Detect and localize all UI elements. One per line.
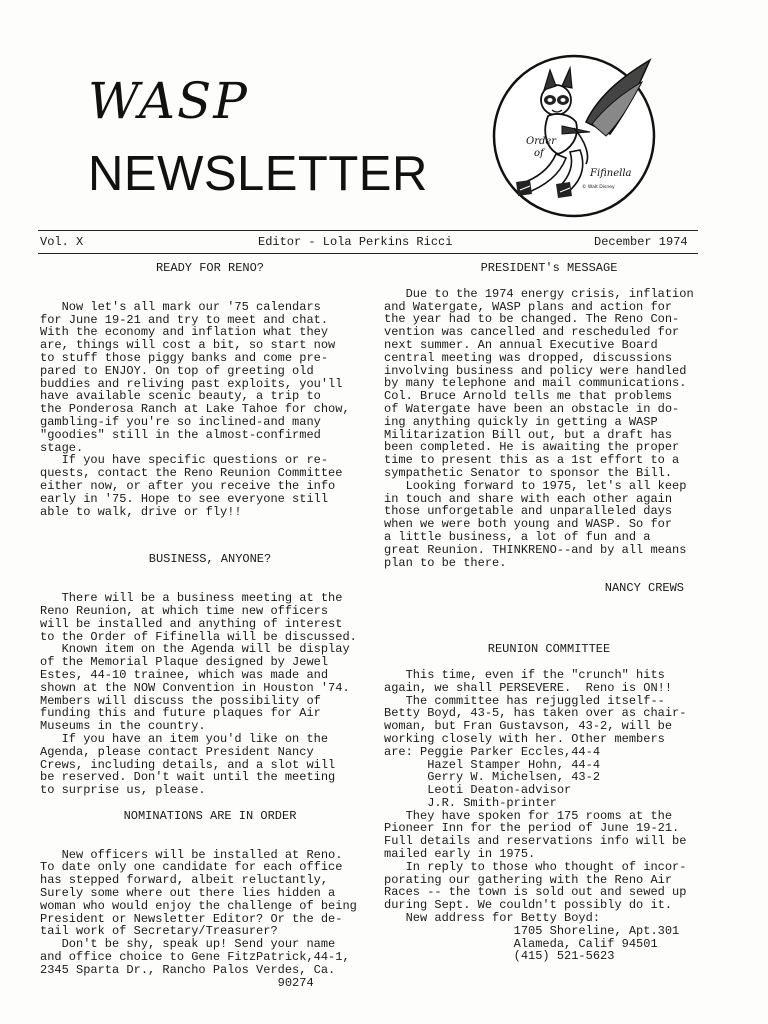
- text-line: great Reunion. THINKRENO--and by all means: [384, 542, 687, 557]
- text-line: The committee has rejuggled itself--: [384, 693, 665, 708]
- text-line: Hazel Stamper Hohn, 44-4: [384, 757, 601, 772]
- text-line: and Watergate, WASP plans and action for: [384, 299, 673, 314]
- text-line: This time, even if the "crunch" hits: [384, 667, 665, 682]
- article-body-committee: [384, 669, 714, 963]
- editor-label: Editor - Lola Perkins Ricci: [258, 235, 453, 249]
- text-line: buddies and reliving past exploits, you'll: [40, 376, 343, 391]
- article-heading-business: BUSINESS, ANYONE?: [148, 552, 272, 567]
- text-line: Gerry W. Michelsen, 43-2: [384, 770, 601, 785]
- text-line: a little business, a lot of fun and a: [384, 529, 651, 544]
- text-line: pared to ENJOY. On top of greeting old: [40, 363, 314, 378]
- article-heading-president: PRESIDENT's MESSAGE: [480, 261, 618, 275]
- text-line: be reserved. Don't wait until the meeting: [40, 770, 336, 785]
- text-line: If you have specific questions or re-: [40, 453, 329, 468]
- text-line: Agenda, please contact President Nancy: [40, 744, 314, 759]
- text-line: vention was cancelled and rescheduled for: [384, 325, 680, 340]
- text-line: Pioneer Inn for the period of June 19-21.: [384, 821, 680, 836]
- text-line: woman who would enjoy the challenge of being: [40, 898, 357, 913]
- text-line: Surely some where out there lies hidden a: [40, 886, 336, 901]
- text-line: are: Peggie Parker Eccles,44-4: [384, 744, 601, 759]
- text-line: when we were both young and WASP. So for: [384, 517, 673, 532]
- article-heading-nominations: NOMINATIONS ARE IN ORDER: [123, 808, 297, 823]
- text-line: Known item on the Agenda will be display: [40, 642, 350, 657]
- text-line: Races -- the town is sold out and sewed up: [384, 885, 687, 900]
- text-line: Full details and reservations info will be: [384, 834, 687, 849]
- volume-label: Vol. X: [40, 235, 84, 249]
- text-line: If you have an item you'd like on the: [40, 731, 329, 746]
- article-heading-reno: READY FOR RENO?: [155, 261, 265, 275]
- text-line: to the Order of Fifinella will be discussed.: [40, 629, 357, 644]
- text-line: of Watergate have been an obstacle in do-: [384, 401, 680, 416]
- text-line: ing anything quickly in getting a WASP: [384, 414, 658, 429]
- text-line: They have spoken for 175 rooms at the: [384, 808, 673, 823]
- logo-text-copyright: © Walt Disney: [582, 185, 615, 190]
- text-line: With the economy and inflation what they: [40, 325, 329, 340]
- text-line: "goodies" still in the almost-confirmed: [40, 427, 321, 442]
- text-line: and office choice to Gene FitzPatrick,44-1,: [40, 950, 350, 965]
- text-line: New address for Betty Boyd:: [384, 911, 601, 926]
- fifinella-gremlin-icon: [490, 52, 658, 220]
- text-line: able to walk, drive or fly!!: [40, 504, 242, 519]
- text-line: are, things will cost a bit, so start now: [40, 338, 336, 353]
- logo-text-order: Order: [526, 136, 557, 147]
- text-line: gambling-if you're so inclined-and many: [40, 414, 321, 429]
- text-line: Col. Bruce Arnold tells me that problems: [384, 389, 673, 404]
- masthead-wasp-title: WASP: [88, 72, 249, 130]
- logo-text-fifinella: Fifinella: [590, 168, 632, 179]
- text-line: sympathetic Senator to sponsor the Bill.: [384, 465, 673, 480]
- text-line: quests, contact the Reno Reunion Committee: [40, 466, 343, 481]
- text-line: working closely with her. Other members: [384, 731, 665, 746]
- text-line: again, we shall PERSEVERE. Reno is ON!!: [384, 680, 673, 695]
- text-line: tail work of Secretary/Treasurer?: [40, 924, 278, 939]
- text-line: 90274: [40, 975, 314, 990]
- text-line: J.R. Smith-printer: [384, 795, 557, 810]
- text-line: during Sept. We couldn't possibly do it.: [384, 898, 673, 913]
- president-signature: NANCY CREWS: [604, 581, 684, 596]
- text-line: Betty Boyd, 43-5, has taken over as chair-: [384, 706, 687, 721]
- text-line: either now, or after you receive the info: [40, 478, 336, 493]
- text-line: mailed early in 1975.: [384, 847, 536, 862]
- text-line: 1705 Shoreline, Apt.301: [384, 923, 680, 938]
- text-line: Militarization Bill out, but a draft has: [384, 427, 673, 442]
- text-line: President or Newsletter Editor? Or the de-: [40, 911, 343, 926]
- text-line: funding this and future plaques for Air: [40, 706, 321, 721]
- text-line: Alameda, Calif 94501: [384, 936, 658, 951]
- text-line: To date only one candidate for each office: [40, 860, 343, 875]
- text-line: to surprise us, please.: [40, 783, 206, 798]
- text-line: There will be a business meeting at the: [40, 591, 343, 606]
- text-line: has stepped forward, albeit reluctantly,: [40, 873, 329, 888]
- right-column: [384, 262, 714, 963]
- text-line: central meeting was dropped, discussions: [384, 350, 673, 365]
- text-line: will be installed and anything of interest: [40, 616, 343, 631]
- text-line: Members will discuss the possibility of: [40, 693, 321, 708]
- text-line: woman, but Fran Gustavson, 43-2, will be: [384, 719, 673, 734]
- text-line: Looking forward to 1975, let's all keep: [384, 478, 687, 493]
- text-line: 2345 Sparta Dr., Rancho Palos Verdes, Ca.: [40, 962, 336, 977]
- text-line: early in '75. Hope to see everyone still: [40, 491, 329, 506]
- text-line: Crews, including details, and a slot will: [40, 757, 336, 772]
- text-line: in touch and share with each other again: [384, 491, 673, 506]
- text-line: involving business and policy were handled: [384, 363, 687, 378]
- text-line: the Ponderosa Ranch at Lake Tahoe for chow,: [40, 402, 350, 417]
- text-line: those unforgetable and unparalleled days: [384, 504, 673, 519]
- text-line: Estes, 44-10 trainee, which was made and: [40, 667, 329, 682]
- text-line: the year had to be changed. The Reno Con-: [384, 312, 680, 327]
- text-line: next summer. An annual Executive Board: [384, 337, 658, 352]
- text-line: Due to the 1974 energy crisis, inflation: [384, 286, 694, 301]
- masthead-newsletter-title: NEWSLETTER: [88, 147, 428, 201]
- text-line: In reply to those who thought of incor-: [384, 859, 687, 874]
- text-line: Now let's all mark our '75 calendars: [40, 299, 321, 314]
- text-line: (415) 521-5623: [384, 949, 615, 964]
- article-body-business: [40, 592, 380, 797]
- text-line: have available scenic beauty, a trip to: [40, 389, 321, 404]
- text-line: been completed. He is awaiting the proper: [384, 440, 680, 455]
- article-body-president: [384, 288, 714, 570]
- text-line: New officers will be installed at Reno.: [40, 847, 343, 862]
- text-line: Museums in the country.: [40, 719, 206, 734]
- date-label: December 1974: [594, 235, 688, 249]
- text-line: time to present this as a 1st effort to a: [384, 453, 680, 468]
- text-line: Don't be shy, speak up! Send your name: [40, 937, 336, 952]
- text-line: plan to be there.: [384, 555, 507, 570]
- article-heading-committee: REUNION COMMITTEE: [487, 642, 611, 657]
- left-column: [40, 262, 380, 989]
- article-body-reno: [40, 301, 380, 519]
- text-line: to stuff those piggy banks and come pre-: [40, 350, 329, 365]
- article-body-nominations: [40, 849, 380, 990]
- top-rule: [38, 230, 698, 231]
- logo-text-of: of: [534, 148, 544, 159]
- text-line: stage.: [40, 440, 84, 455]
- text-line: for June 19-21 and try to meet and chat.: [40, 312, 329, 327]
- text-line: of the Memorial Plaque designed by Jewel: [40, 655, 329, 670]
- text-line: Reno Reunion, at which time new officers: [40, 603, 329, 618]
- text-line: porating our gathering with the Reno Air: [384, 872, 673, 887]
- text-line: Leoti Deaton-advisor: [384, 783, 572, 798]
- text-line: shown at the NOW Convention in Houston '74.: [40, 680, 350, 695]
- bottom-rule: [38, 253, 698, 254]
- text-line: by many telephone and mail communications.: [384, 376, 687, 391]
